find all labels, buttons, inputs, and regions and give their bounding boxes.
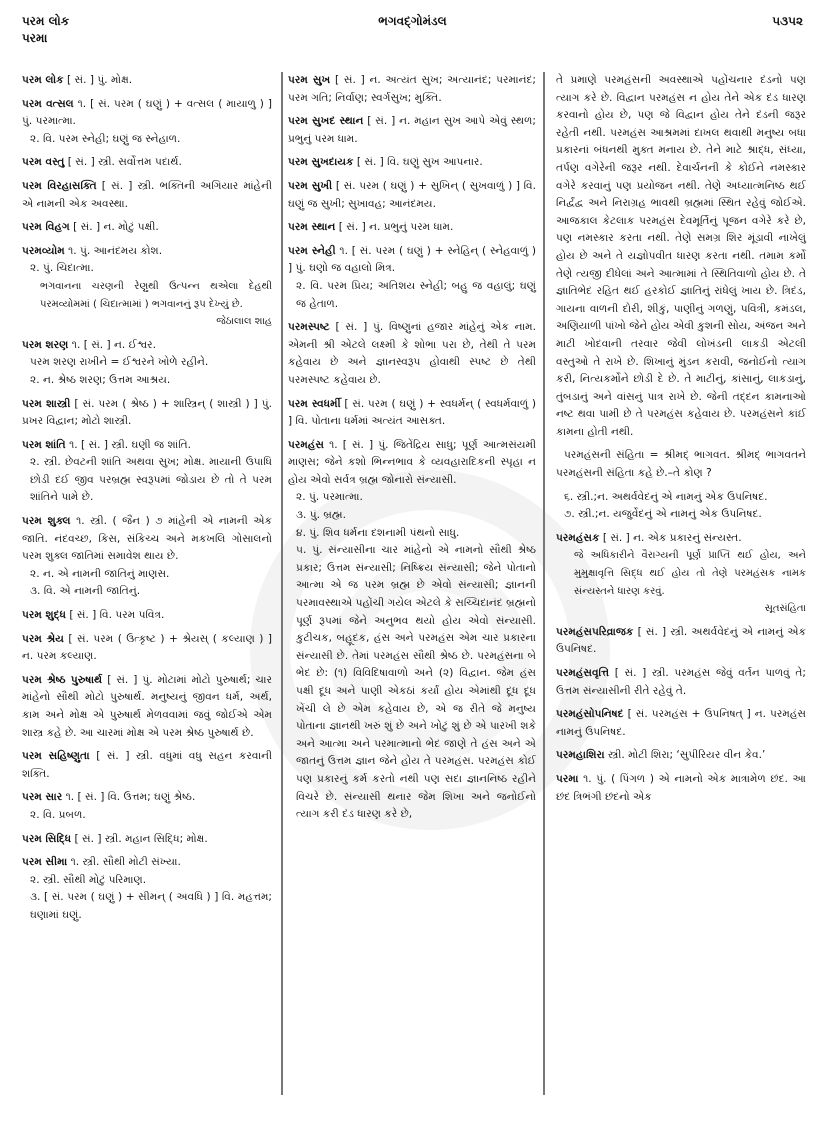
citation-quote: ભગવાનના ચરણની રેણુથી ઉત્પન્ન થએલા દેહથી પરમવ્યોમમાં ( ચિદાત્મામાં ) ભગવાનનું રૂપ દેખ્યું છે. — [40, 280, 272, 310]
definition: [ સં. ] ન. પ્રભુનું પરમ ધામ. — [338, 221, 454, 234]
sense-line: ૨. વિ. પરમ સ્નેહી; ઘણું જ સ્નેહાળ. — [30, 132, 181, 145]
book-title: ભગવદ્ગોમંડલ — [378, 14, 447, 28]
sub-paragraph: પરમહંસની સંહિતા = શ્રીમદ્ ભાગવત. શ્રીમદ્ ભાગવતને પરમહંસની સંહિતા કહે છે.–તે કોણ ? — [556, 449, 806, 480]
definition: [ સં. ] પું. મોટામાં મોટો પુરુષાર્થ; ચાર માંહેનો સૌથી મોટો પુરુષાર્થ. મનુષ્યનું જીવન ધર્મ, અર્થ, કામ અને મોક્ષ એ પુરુષાર્થ મેળવવામાં જવું જોઈએ એમ શાસ્ત્ર કહે છે. આ ચારમાં મોક્ષ એ પરમ શ્રેષ્ઠ પુરુષાર્થ છે. — [22, 673, 272, 739]
definition: [ સં. ] ન. અત્યંત સુખ; અત્યાનંદ; પરમાનંદ; પરમ ગતિ; નિર્વાણ; સ્વર્ગસુખ; મુક્તિ. — [288, 74, 536, 104]
headword: પરમ સાર — [22, 791, 63, 804]
headword: પરમહાશિરા — [556, 749, 605, 762]
dictionary-entry — [22, 396, 272, 431]
headword: પરમસ્પષ્ટ — [288, 321, 330, 334]
headword: પરમ સહિષ્ણુતા — [22, 750, 90, 763]
definition: [ સં. પરમ ( ઘણું ) + સુખિન્ ( સુખવાળું ) ] વિ. ઘણું જ સુખી; સુખાવહ; આનંદમય. — [288, 179, 537, 210]
headword: પરમ લોક — [22, 74, 64, 86]
definition: [ સં. ] વિ. પરમ પવિત્ર. — [69, 609, 165, 622]
headword: પરમ શરણ — [22, 338, 69, 351]
dictionary-entry — [22, 672, 272, 742]
continuation-text: તે પ્રમાણે પરમહંસની અવસ્થાએ પહોંચનાર દંડનો પણ ત્યાગ કરે છે. વિદ્વાન પરમહંસ ન હોય તેને એક દંડ ધારણ કરવાનો હોય છે, પણ જે વિદ્વાન હોય તેને દંડની જરૂર રહેતી નથી. પરમહંસ આશ્રમમાં દાખલ થવાથી મનુષ્ય બધા પ્રકારનાં બંધનથી મુક્ત મનાય છે. તેને માટે શ્રાદ્ધ, સંધ્યા, તર્પણ વગેરેની જરૂર નથી. દેવાર્ચનની કે કોઈને નમસ્કાર વગેરે કરવાનું પણ પ્રયોજન નથી. તેણે અધ્યાત્મનિષ્ઠ થઈ નિર્દ્વંદ્વ અને નિરાગ્રહ ભાવથી બ્રહ્મમાં સ્થિત રહેવું જોઈએ. આજકાલ કેટલાક પરમહંસ દેવમૂર્તિનું પૂજન વગેરે કરે છે, પણ નમસ્કાર કરતા નથી. તેણે સમગ્ર શિર મૂંડાવી નાખેલું હોય છે અને તે યજ્ઞોપવીત ધારણ કરતા નથી. તમામ કર્મો તેણે ત્યજી દીધેલાં અને આત્મામાં તે સ્થિતિવાળો હોય છે. તે જ્ઞાતિભેદ રહિત થઈ હરકોઈ જ્ઞાતિનું રાંધેલું ખાય છે. ત્રિદંડ, ગાયના વાળની દોરી, શીકું, પાણીનું ગળણું, પવિત્રી, કમંડલ, અણિયાળી પાંખો જેને હોય એવી કુશની સોય, અંજન અને માટી ખોદવાની તરવાર જેવી લોખંડની લાકડી એટલી વસ્તુઓ તે રાખે છે. શિખાનું મુંડન કરાવી, જનોઈનો ત્યાગ કરી, નિત્યકર્મોને છોડી દે છે. તે માટીનું, કાંસાનું, લાકડાનું, તુંબડાનું અને વાંસનું પાત્ર રાખે છે. જેની તદ્દન કામનાઓ નષ્ટ થવા પામી છે તે પરમહંસ કહેવાય છે. પરમહંસને કાંઈ કામના હોતી નથી. — [556, 74, 806, 438]
sense-line: ૨. ન. શ્રેષ્ઠ શરણ; ઉત્તમ આશ્રય. — [30, 373, 171, 386]
sense-line: ૫. પું. સંન્યાસીના ચાર માંહેનો એ નામનો સૌથી શ્રેષ્ઠ પ્રકાર; ઉત્તમ સંન્યાસી; નિષ્ક્રિય સંન્યાસી; જેને પોતાનો આત્મા એ જ પરમ બ્રહ્મ છે એવો સંન્યાસી; જ્ઞાનની પરમાવસ્થાએ પહોંચી ગયેલ એટલે કે સચ્ચિદાનંદ બ્રહ્મનો પૂર્ણ રૂપમાં જેને અનુભવ થયો હોય એવો સંન્યાસી. કુટીચક, બહૂદક, હંસ અને પરમહંસ એમ ચાર પ્રકારના સંન્યાસી છે. તેમાં પરમહંસ સૌથી શ્રેષ્ઠ છે. પરમહંસના બે ભેદ છે: (૧) વિવિદિષાવાળો અને (૨) વિદ્વાન. જેમ હંસ પક્ષી દૂધ અને પાણી એકઠાં કર્યાં હોય એમાંથી દૂધ દૂધ ખેંચી લે છે એમ કહેવાય છે, એ જ રીતે જે મનુષ્ય પોતાના જ્ઞાનથી ખરું શું છે અને ખોટું શું છે એ પારખી શકે અને આત્મા અને પરમાત્માનો ભેદ જાણે તે હંસ અને એ જાતનું ઉત્તમ જ્ઞાન જેને હોય તે પરમહંસ. પરમહંસ કોઈ પણ પ્રકારનું કર્મ કરતો નથી પણ સદા જ્ઞાનનિષ્ઠ રહીને વિચરે છે. સંન્યાસી થનાર જેમ શિખા અને જનોઈનો ત્યાગ કરી દંડ ધારણ કરે છે, — [296, 544, 536, 821]
headword: પરમ શાંતિ — [22, 438, 66, 451]
definition: [ સં. ] ન. મોટું પક્ષી. — [73, 221, 159, 234]
dictionary-entry — [556, 771, 806, 806]
dictionary-entry — [22, 748, 272, 783]
headword: પરમ વિરહાસક્તિ — [22, 179, 97, 192]
dictionary-entry — [556, 747, 806, 765]
dictionary-entry — [288, 219, 536, 237]
sense-line: ૨. ન. એ નામની જાતિનું માણસ. — [30, 567, 170, 580]
definition: [ સં. ] ન. મહાન સુખ આપે એવું સ્થળ; પ્રભુનું પરમ ધામ. — [288, 115, 537, 145]
headword: પરમ સ્થાન — [288, 221, 336, 234]
page-header — [0, 0, 825, 45]
dictionary-entry — [288, 154, 536, 172]
headword: પરમ સુખ — [288, 74, 331, 86]
citation-source: સૂતસંહિતા — [764, 603, 806, 615]
definition: [ સં. ] પું. મોક્ષ. — [67, 74, 133, 86]
definition: ૧. [ સં. પરમ ( ઘણું ) + વત્સલ ( માયાળુ ) ] પું. પરમાત્મા. — [22, 97, 272, 128]
sense-line: ૪. પું. શિવ ધર્મના દશનામી પંથનો સાધુ. — [296, 526, 460, 539]
sense-line: ૨. સ્ત્રી. સૌથી મોટું પરિમાણ. — [30, 873, 147, 886]
dictionary-entry — [22, 437, 272, 507]
definition: [ સં. પરમ ( શ્રેષ્ઠ ) + શાસ્ત્રિન્ ( શાસ્ત્રી ) ] પું. પ્રખર વિદ્વાન; મોટો શાસ્ત્રી. — [22, 397, 273, 428]
dictionary-entry — [22, 72, 272, 90]
definition: ૧. પું. આનંદમય કોશ. — [68, 244, 163, 257]
sense-line: ૨. પું. ચિદાત્મા. — [30, 262, 94, 275]
definition: [ સં. ] ન. એક પ્રકારનું સંન્યસ્ત. — [602, 531, 742, 544]
definition: ૧. પું. ( પિંગળ ) એ નામનો એક માત્રામેળ છંદ. આ છંદ ત્રિભંગી છંદનો એક — [556, 772, 806, 803]
headword: પરમ સુખી — [288, 179, 333, 192]
dictionary-entry — [22, 607, 272, 625]
definition: ૧. [ સં. ] ન. ઈશ્વર. — [71, 338, 157, 351]
headword: પરમ સિદ્ધિ — [22, 832, 72, 845]
headword: પરમ શ્રેષ્ઠ પુરુષાર્થ — [22, 673, 103, 686]
headword: પરમ વત્સલ — [22, 97, 74, 110]
dictionary-entry — [22, 243, 272, 331]
sense-line: ૨. વિ. પરમ પ્રિય; અતિશય સ્નેહી; બહુ જ વહાલું; ઘણું જ હેતાળ. — [296, 279, 536, 310]
headword: પરમહંસ — [288, 438, 324, 451]
dictionary-entry — [288, 113, 536, 148]
guide-word-left: પરમ લોક — [22, 14, 70, 28]
dictionary-entry — [556, 530, 806, 618]
dictionary-entry — [288, 396, 536, 431]
guide-word-sub: પરમા — [22, 31, 48, 45]
headword: પરમ શુદ્ધ — [22, 609, 66, 622]
headword: પરમ સીમા — [22, 856, 68, 869]
definition: [ સં. પરમહંસ + ઉપનિષત્ ] ન. પરમહંસ નામનું ઉપનિષદ. — [556, 708, 806, 738]
definition: ૧. [ સં. ] પું. જિતેંદ્રિય સાધુ; પૂર્ણ આત્મસંયમી માણસ; જેને કશો ભિન્નભાવ કે વ્યવહારાદિકની સ્પૃહા ન હોય એવો સર્વત્ર બ્રહ્મ જોનારો સંન્યાસી. — [288, 438, 536, 486]
sense-line: ૭. સ્ત્રી.;ન. યજુર્વેદનું એ નામનું એક ઉપનિષદ. — [564, 508, 762, 521]
definition: [ સં. પરમ ( ઉત્કૃષ્ટ ) + શ્રેયસ્ ( કલ્યાણ ) ] ન. પરમ કલ્યાણ. — [22, 632, 272, 663]
dictionary-entry — [288, 178, 536, 213]
dictionary-entry — [288, 319, 536, 389]
dictionary-entry — [22, 513, 272, 601]
dictionary-entry — [556, 624, 806, 659]
headword: પરમ સુખદાયક — [288, 156, 354, 169]
headword: પરમ સ્નેહી — [288, 244, 336, 257]
headword: પરમ વિહગ — [22, 221, 70, 234]
headword: પરમ સ્વધર્મી — [288, 397, 341, 410]
definition: [ સં. ] સ્ત્રી. વધુમાં વધુ સહન કરવાની શક્તિ. — [22, 750, 272, 780]
definition: ૧. [ સં. પરમ ( ઘણું ) + સ્નેહિન્ ( સ્નેહવાળું ) ] પું. ઘણો જ વહાલો મિત્ર. — [288, 244, 536, 275]
definition: ૧. [ સં. ] સ્ત્રી. ઘણી જ શાંતિ. — [69, 438, 192, 451]
sense-line: ૩. પું. બ્રહ્મ. — [296, 509, 347, 522]
sense-line: પરમ શરણ રાખીને = ઈશ્વરને ખોળે રહીને. — [30, 356, 209, 369]
dictionary-entry — [22, 178, 272, 213]
definition: [ સં. ] સ્ત્રી. મહાન સિદ્ધિ; મોક્ષ. — [74, 832, 208, 845]
dictionary-entry — [22, 219, 272, 237]
citation-quote: જે અધિકારીને વૈરાગ્યની પૂર્ણ પ્રાપ્તિ થઈ હોય, અને મુમુક્ષાવૃત્તિ સિદ્ધ થઈ હોય તો તેણે પરમહંસક નામક સંન્યસ્તને ધારણ કરવું. — [574, 550, 806, 597]
headword: પરમ સુખદ સ્થાન — [288, 115, 364, 128]
dictionary-entry — [22, 831, 272, 849]
dictionary-entry — [556, 706, 806, 741]
dictionary-entry — [22, 631, 272, 666]
sense-line: ૩. વિ. એ નામની જાતિનું. — [30, 585, 141, 598]
headword: પરમ શુક્લ — [22, 515, 71, 528]
definition: [ સં. ] સ્ત્રી. સર્વોત્તમ પદાર્થ. — [67, 156, 182, 169]
dictionary-column-3 — [556, 72, 806, 812]
dictionary-entry — [22, 854, 272, 924]
headword: પરમ શાસ્ત્રી — [22, 397, 71, 410]
definition: [ સં. ] સ્ત્રી. ભક્તિની અગિયાર માંહેની એ નામની એક અવસ્થા. — [22, 179, 272, 210]
dictionary-entry — [288, 72, 536, 107]
sense-line: ૨. પું. પરમાત્મા. — [296, 491, 363, 504]
definition: [ સં. ] વિ. ઘણું સુખ આપનાર. — [356, 156, 483, 169]
column-divider — [543, 72, 545, 1095]
sense-line: ૨. સ્ત્રી. છેવટની શાંતિ અથવા સુખ; મોક્ષ. માયાની ઉપાધિ છોડી દઈ જીવ પરબ્રહ્મ સ્વરૂપમાં જોડાય છે તો તે પરમ શાંતિને પામે છે. — [30, 456, 272, 504]
sense-line: ૩. [ સં. પરમ ( ઘણું ) + સીમન્ ( અવધિ ) ] વિ. મહત્તમ; ઘણામાં ઘણું. — [30, 891, 272, 921]
dictionary-entry — [22, 154, 272, 172]
headword: પરમા — [556, 772, 579, 785]
definition: ૧. સ્ત્રી. સૌથી મોટી સંખ્યા. — [70, 856, 181, 869]
definition: [ સં. પરમ ( ઘણું ) + સ્વધર્મન્ ( સ્વધર્મવાળું ) ] વિ. પોતાના ધર્મમાં અત્યંત આસક્ત. — [288, 397, 536, 428]
definition: ૧. સ્ત્રી. ( જૈન ) ૭ માંહેની એ નામની એક જાતિ. નંદવચ્છ, કિસ, સંકિચ્ચ અને મકખલિ ગોસાલનો પરમ શુક્લ જાતિમાં સમાવેશ થાય છે. — [22, 515, 272, 563]
headword: પરમ વસ્તુ — [22, 156, 65, 169]
definition: [ સં. ] સ્ત્રી. પરમહંસ જેવું વર્તન પાળવું તે; ઉત્તમ સંન્યાસીની રીતે રહેવું તે. — [556, 667, 806, 697]
headword: પરમહંસોપનિષદ — [556, 708, 624, 721]
dictionary-entry — [288, 437, 536, 824]
headword: પરમહંસપરિવ્રાજક — [556, 625, 634, 638]
definition: ૧. [ સં. ] વિ. ઉત્તમ; ઘણું શ્રેષ્ઠ. — [65, 791, 196, 804]
dictionary-entry — [288, 243, 536, 313]
definition: [ સં. ] પું. વિષ્ણુનાં હજાર માંહેનું એક નામ. એમની શ્રી એટલે લક્ષ્મી કે શોભા પરા છે, તેથી તે પરમ કહેવાય છે અને જ્ઞાનસ્વરૂપ હોવાથી સ્પષ્ટ છે તેથી પરમસ્પષ્ટ કહેવાય છે. — [288, 321, 537, 386]
citation-source: જેઠાલાલ શાહ — [216, 316, 272, 328]
sense-line: ૬. સ્ત્રી.;ન. અથર્વવેદનું એ નામનું એક ઉપનિષદ. — [564, 490, 768, 503]
dictionary-column-2 — [288, 72, 536, 830]
dictionary-entry — [22, 789, 272, 824]
column-divider — [281, 72, 283, 1095]
dictionary-entry — [556, 665, 806, 700]
headword: પરમહંસવૃત્તિ — [556, 667, 610, 679]
headword: પરમહંસક — [556, 531, 600, 544]
page-number: ૫૩૫૨ — [772, 14, 803, 28]
definition: [ સં. ] સ્ત્રી. અથર્વવેદનું એ નામનું એક ઉપનિષદ. — [556, 625, 807, 656]
sense-line: ૨. વિ. પ્રબળ. — [30, 808, 86, 821]
headword: પરમવ્યોમ — [22, 244, 65, 257]
dictionary-column-1 — [22, 52, 272, 931]
dictionary-entry — [22, 337, 272, 390]
headword: પરમ શ્રેય — [22, 632, 64, 645]
definition: સ્ત્રી. મોટી શિરા; ‘સુપીરિયર વીન કેવ.’ — [607, 749, 766, 762]
dictionary-entry — [22, 96, 272, 149]
